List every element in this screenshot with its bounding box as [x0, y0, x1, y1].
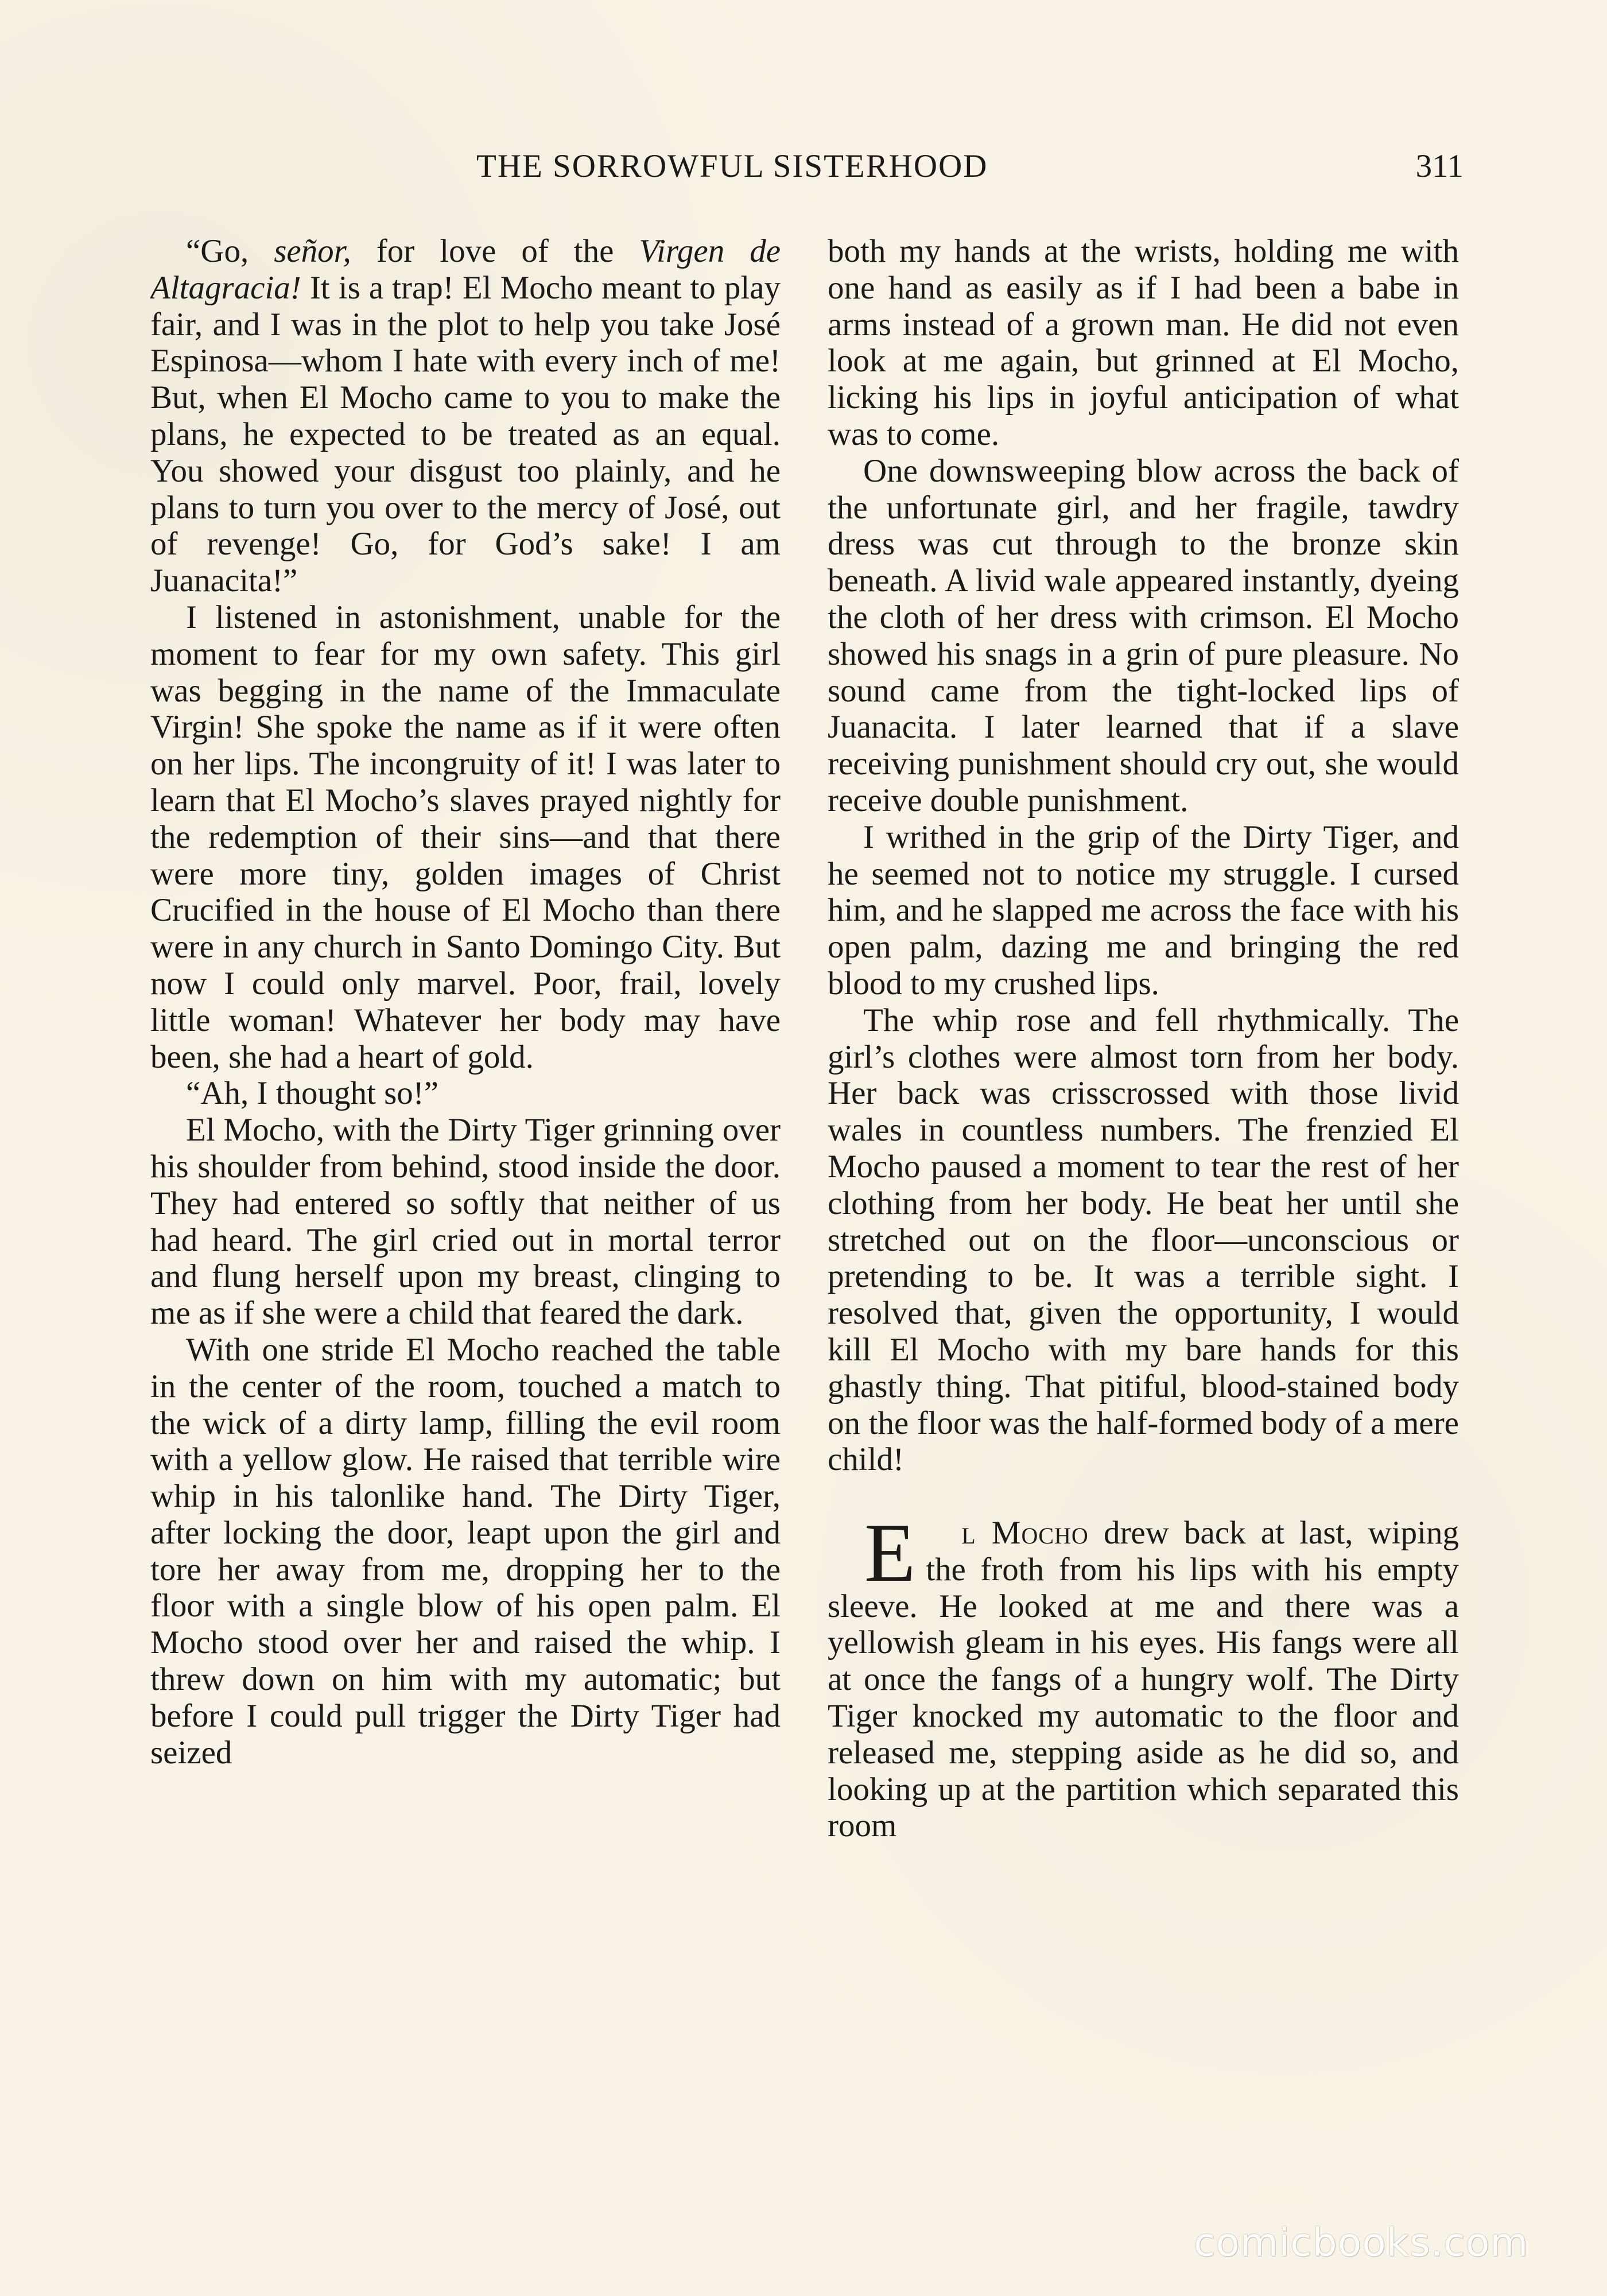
left-paragraph-4: El Mocho, with the Dirty Tiger grinning over his shoulder from behind, stood inside the door. They had entered so softly that neither of us had heard. The girl cried out in mortal terror and flung herself upon my breast, clinging to me as if she were a child that feared the dark.	[150, 1112, 781, 1332]
paragraph-text: drew back at last, wiping the froth from his lips with his empty sleeve. He looked at me and there was a yellowish gleam in his eyes. His fangs were all at once the fangs of a hungry wolf. The Dirty Tiger knocked my automatic to the floor and released me, stepping aside as he did so, and looking up at the partition which separated this room	[828, 1515, 1459, 1844]
left-paragraph-5: With one stride El Mocho reached the table in the center of the room, touched a match to the wick of a dirty lamp, filling the evil room with a yellow glow. He raised that terrible wire whip in his talonlike hand. The Dirty Tiger, after locking the door, leapt upon the girl and tore her away from me, dropping her to the floor with a single blow of his open palm. El Mocho stood over her and raised the whip. I threw down on him with my automatic; but before I could pull trigger the Dirty Tiger had seized	[150, 1331, 781, 1771]
right-paragraph-5	[828, 1506, 1459, 1844]
left-paragraph-1	[150, 233, 781, 599]
page-number: 311	[1415, 148, 1464, 184]
watermark-logo: comicbooks.com	[1194, 2220, 1529, 2266]
right-paragraph-1: both my hands at the wrists, holding me with one hand as easily as if I had been a babe in arms instead of a grown man. He did not even look at me again, but grinned at El Mocho, licking his lips in joyful anticipation of what was to come.	[828, 233, 1459, 452]
page-title: THE SORROWFUL SISTERHOOD	[476, 148, 988, 184]
section-break	[828, 1478, 1459, 1515]
right-column	[828, 233, 1459, 2139]
drop-cap: E	[864, 1506, 916, 1600]
left-paragraph-2: I listened in astonishment, unable for the moment to fear for my own safety. This girl was begging in the name of the Immaculate Virgin! She spoke the name as if it were often on her lips. The incongruity of it! I was later to learn that El Mocho’s slaves prayed nightly for the redemption of their sins—and that there were more tiny, golden images of Christ Crucified in the house of El Mocho than there were in any church in Santo Domingo City. But now I could only marvel. Poor, frail, lovely little woman! Whatever her body may have been, she had a heart of gold.	[150, 599, 781, 1075]
quote-open-text: “Go,	[186, 233, 274, 269]
right-paragraph-2: One downsweeping blow across the back of the unfortunate girl, and her fragile, tawdry dress was cut through to the bronze skin beneath. A livid wale appeared instantly, dyeing the cloth of her dress with crimson. El Mocho showed his snags in a grin of pure pleasure. No sound came from the tight-locked lips of Juanacita. I later learned that if a slave receiving punishment should cry out, she would receive double punishment.	[828, 452, 1459, 819]
right-paragraph-4: The whip rose and fell rhythmically. The girl’s clothes were almost torn from her body. Her back was crisscrossed with those livid wales in countless numbers. The frenzied El Mocho paused a moment to tear the rest of her clothing from her body. He beat her until she stretched out on the floor—unconscious or pretending to be. It was a terrible sight. I resolved that, given the opportunity, I would kill El Mocho with my bare hands for this ghastly thing. That pitiful, blood-stained body on the floor was the half-formed body of a mere child!	[828, 1002, 1459, 1478]
running-head	[155, 146, 1464, 187]
virgin-text: Virgen de Altagracia!	[150, 233, 781, 306]
right-paragraph-3: I writhed in the grip of the Dirty Tiger, and he seemed not to notice my struggle. I cursed him, and he slapped me across the face with his open palm, dazing me and bringing the red blood to my crushed lips.	[828, 819, 1459, 1002]
love-text: for love of the	[351, 233, 639, 269]
left-paragraph-3: “Ah, I thought so!”	[186, 1075, 439, 1112]
trap-text: It is a trap! El Mocho meant to play fair, and I was in the plot to help you take José Espinosa—whom I hate with every inch of me! But, when El Mocho came to you to make the plans, he expected to be treated as an equal. You showed your disgust too plainly, and he plans to turn you over to the mercy of José, out of revenge! Go, for God’s sake! I am Juanacita!”	[150, 269, 781, 599]
left-column	[150, 233, 781, 2139]
small-caps-name: l Mocho	[961, 1515, 1089, 1552]
senor-text: señor,	[274, 233, 351, 269]
